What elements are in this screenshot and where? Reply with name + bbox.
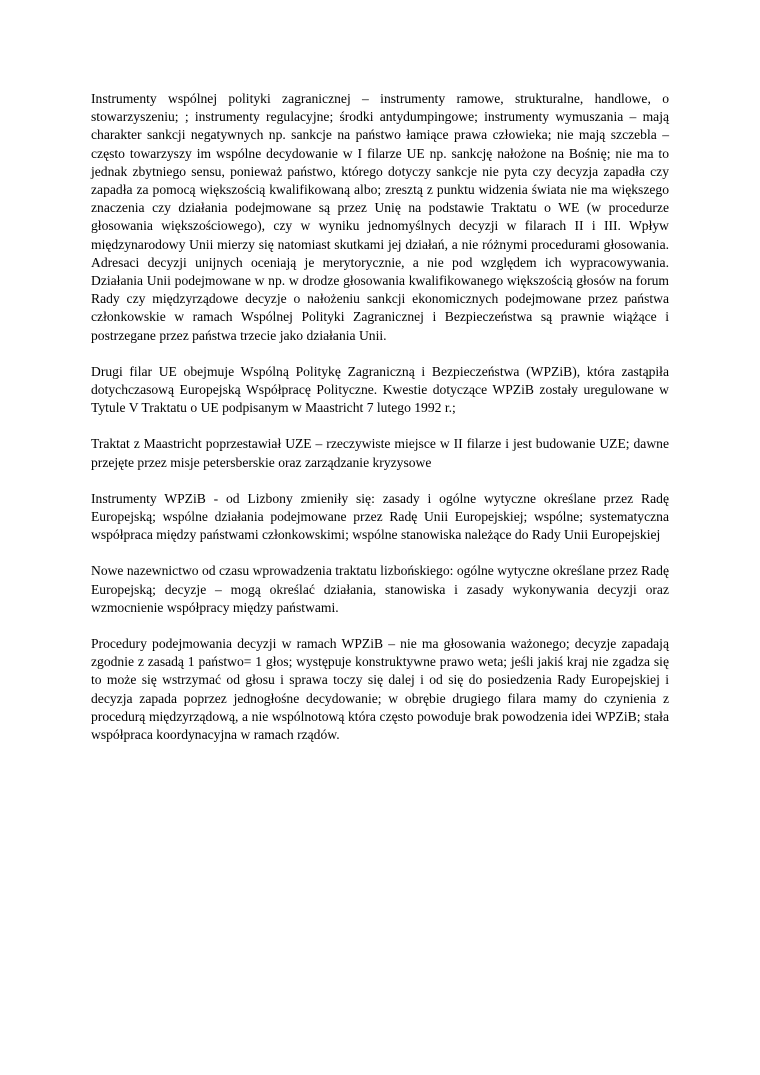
paragraph-lisbon-naming: Nowe nazewnictwo od czasu wprowadzenia traktatu lizbońskiego: ogólne wytyczne określane przez Radę Europejską; decyzje – mogą określać działania, stanowiska i zasady wykonywania decyzji oraz wzmocnienie współpracy między państwami. (91, 563, 669, 615)
paragraph-maastricht-weu: Traktat z Maastricht poprzestawiał UZE – rzeczywiste miejsce w II filarze i jest budowanie UZE; dawne przejęte przez misje petersberskie oraz zarządzanie kryzysowe (91, 436, 669, 470)
paragraph-wpzib-instruments: Instrumenty WPZiB - od Lizbony zmieniły się: zasady i ogólne wytyczne określane przez Radę Europejską; wspólne działania podejmowane przez Radę Unii Europejskiej; wspólne; systematyczna współpraca między państwami członkowskimi; wspólne stanowiska należące do Rady Unii Europejskiej (91, 490, 669, 543)
paragraph-second-pillar: Drugi filar UE obejmuje Wspólną Politykę Zagraniczną i Bezpieczeństwa (WPZiB), która zastąpiła dotychczasową Europejską Współpracę Polityczne. Kwestie dotyczące WPZiB zostały uregulowane w Tytule V Traktatu o UE podpisanym w Maastricht 7 lutego 1992 r.; (91, 363, 669, 416)
document-page (91, 90, 669, 762)
paragraph-decision-procedures: Procedury podejmowania decyzji w ramach WPZiB – nie ma głosowania ważonego; decyzje zapadają zgodnie z zasadą 1 państwo= 1 głos; występuje konstruktywne prawo weta; jeśli jakiś kraj nie zgadza się to może się wstrzymać od głosu i sprawa toczy się dalej i od się do posiedzenia Rady Europejskiej i decyzja zapada poprzez jednogłośne decydowanie; w obrębie drugiego filara mamy do czynienia z procedurą międzyrządową, a nie wspólnotową która często powoduje brak powodzenia idei WPZiB; stała współpraca koordynacyjna w ramach rządów. (91, 636, 669, 743)
paragraph-cfsp-instruments: Instrumenty wspólnej polityki zagranicznej – instrumenty ramowe, strukturalne, handlowe, o stowarzyszeniu; ; instrumenty regulacyjne; środki antydumpingowe; instrumenty wymuszania – mają charakter sankcji negatywnych np. sankcje na państwo łamiące prawa człowieka; nie mają szczebla – często towarzyszy im wspólne decydowanie w I filarze UE np. sankcję nałożone na Bośnię; nie ma to jednak zbytniego sensu, ponieważ państwo, którego dotyczy sankcje nie pyta czy decyzja zapadła czy zapadła za pomocą większością kwalifikowaną albo; zresztą z punktu widzenia świata nie ma większego znaczenia czy działania podejmowane są przez Unię na podstawie Traktatu o WE (w procedurze głosowania większościowego), czy w wyniku jednomyślnych decyzji w filarach II i III. Wpływ międzynarodowy Unii mierzy się natomiast skutkami jej działań, a nie różnymi procedurami głosowania. Adresaci decyzji unijnych oceniają je merytorycznie, a nie pod względem ich wypracowywania. Działania Unii podejmowane w np. w drodze głosowania kwalifikowanego większością głosów na forum Rady czy międzyrządowe decyzje o nałożeniu sankcji ekonomicznych podejmowane przez państwa członkowskie w ramach Wspólnej Polityki Zagranicznej i Bezpieczeństwa są prawnie wiążące i postrzegane przez państwa trzecie jako działania Unii. (91, 91, 669, 343)
